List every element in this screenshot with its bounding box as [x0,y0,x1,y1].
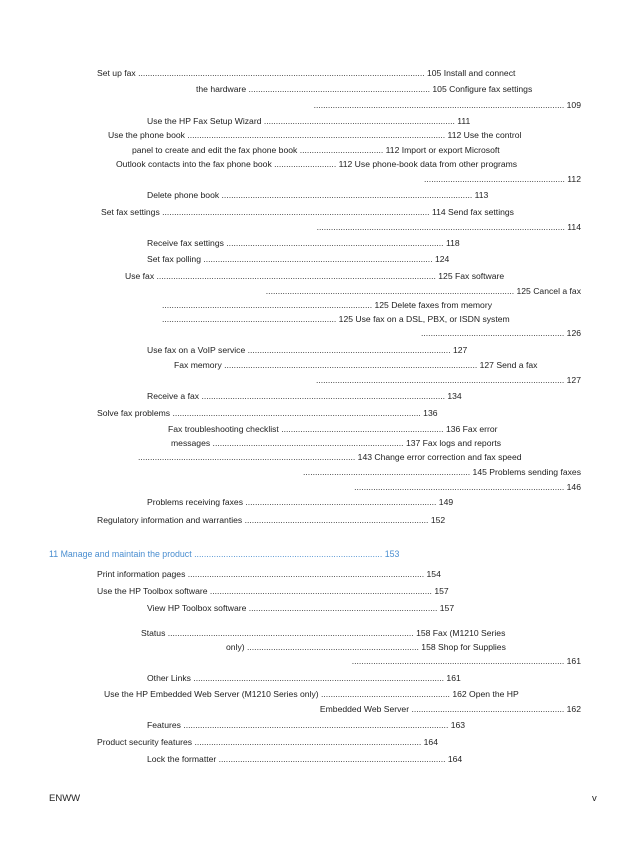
toc-line[interactable]: Lock the formatter ............................................................................................... 164 [147,754,463,764]
toc-line[interactable]: ......................................................................... 125 Use fax on a DSL, PBX, or ISDN system [162,314,510,324]
toc-line[interactable]: ........................................................................................... 143 Change error correction and fax speed [138,452,522,462]
toc-line[interactable]: Embedded Web Server ................................................................ 162 [319,704,581,714]
toc-line[interactable]: Solve fax problems ........................................................................................................ 136 [97,408,438,418]
toc-line[interactable]: Regulatory information and warranties ............................................................................. 152 [97,515,446,525]
toc-line[interactable]: Use the HP Toolbox software ............................................................................................. 157 [97,586,449,596]
toc-line[interactable]: Use the phone book ............................................................................................................ 112 Use the control [108,130,522,140]
toc-line[interactable]: ........................................................... 112 [424,174,581,184]
footer-left: ENWW [49,793,81,804]
toc-line[interactable]: Delete phone book ......................................................................................................... 113 [147,190,489,200]
page-number: v [592,793,597,804]
toc-line[interactable]: View HP Toolbox software ............................................................................... 157 [147,603,455,613]
toc-line[interactable]: panel to create and edit the fax phone book ................................... 112 Import or export Microsoft [132,145,500,155]
toc-line[interactable]: Use fax on a VoIP service ..................................................................................... 127 [147,345,468,355]
toc-line[interactable]: Outlook contacts into the fax phone book .......................... 112 Use phone-book data from other programs [116,159,518,169]
toc-line[interactable]: Use fax ..................................................................................................................... 125 Fax software [125,271,505,281]
toc-line[interactable]: the hardware ............................................................................ 105 Configure fax settings [196,84,533,94]
toc-line[interactable]: Fax memory .......................................................................................................... 127 Send a fax [174,360,538,370]
toc-line[interactable]: ......................................................................................... 161 [351,656,581,666]
toc-line[interactable]: Receive fax settings ........................................................................................... 118 [147,238,460,248]
toc-line[interactable]: ........................................................................................................ 127 [315,375,581,385]
toc-line[interactable]: messages ................................................................................ 137 Fax logs and reports [171,438,502,448]
toc-line[interactable]: Use the HP Fax Setup Wizard ................................................................................ 111 [147,116,471,126]
toc-line[interactable]: ......................................................................................................... 109 [313,100,581,110]
toc-line[interactable]: Set fax settings ................................................................................................................ 114 Send fax settings [101,207,514,217]
toc-line[interactable]: ...................................................................... 145 Problems sending faxes [303,467,581,477]
toc-line[interactable]: Features ............................................................................................................... 163 [147,720,466,730]
toc-line[interactable]: Product security features ............................................................................................... 164 [97,737,438,747]
toc-line[interactable]: ........................................................................................................ 125 Cancel a fax [265,286,581,296]
toc-line[interactable]: Fax troubleshooting checklist .................................................................... 136 Fax error [168,424,498,434]
toc-line[interactable]: Receive a fax ...................................................................................................... 134 [147,391,462,401]
toc-line[interactable]: Problems receiving faxes ................................................................................ 149 [147,497,454,507]
toc-chapter-heading[interactable]: 11 Manage and maintain the product ............................................................................. 153 [49,549,400,559]
toc-line[interactable]: Set up fax ........................................................................................................................ 105 Install and connect [97,68,516,78]
toc-line[interactable]: only) ........................................................................ 158 Shop for Supplies [226,642,506,652]
toc-line[interactable]: ........................................................................................................ 114 [316,222,581,232]
toc-line[interactable]: Print information pages ................................................................................................... 154 [97,569,441,579]
toc-line[interactable]: Status ....................................................................................................... 158 Fax (M1210 Series [141,628,506,638]
toc-line[interactable]: Use the HP Embedded Web Server (M1210 Series only) ...................................................... 162 Open the HP [104,689,519,699]
toc-line[interactable]: Other Links ......................................................................................................... 161 [147,673,461,683]
toc-line[interactable]: Set fax polling ................................................................................................ 124 [147,254,450,264]
toc-line[interactable]: ........................................................................................ 125 Delete faxes from memory [162,300,492,310]
toc-line[interactable]: ........................................................................................ 146 [354,482,581,492]
toc-line[interactable]: ............................................................ 126 [421,328,581,338]
